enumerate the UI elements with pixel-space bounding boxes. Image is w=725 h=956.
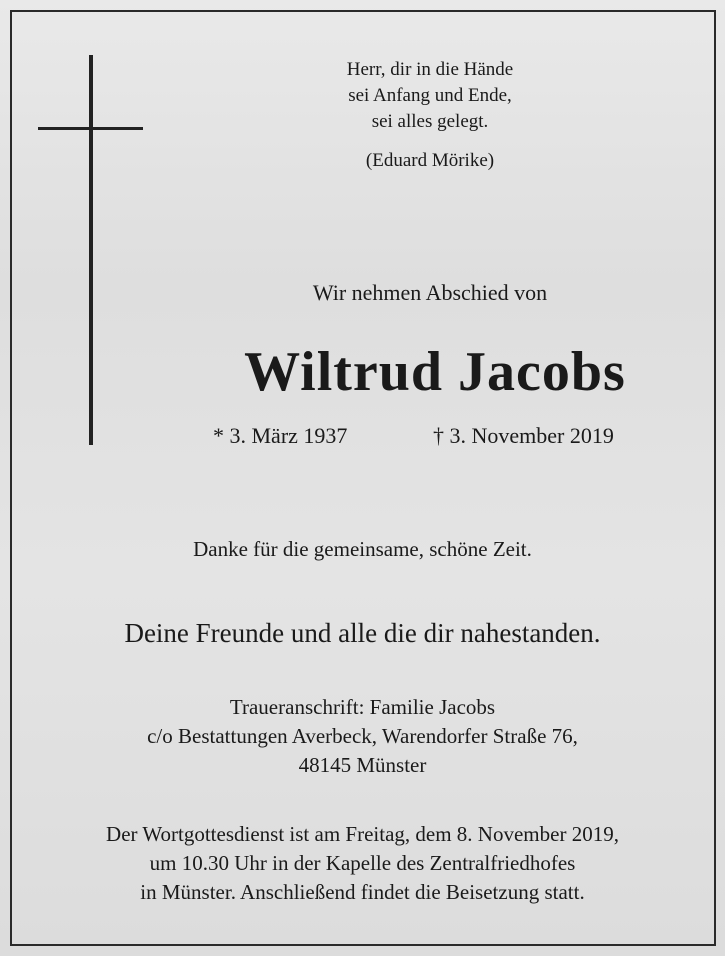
mourners-line: Deine Freunde und alle die dir nahestanden. [124,618,601,648]
mourning-address [0,693,725,780]
service-line: in Münster. Anschließend findet die Beisetzung statt. [140,880,585,904]
service-line: Der Wortgottesdienst ist am Freitag, dem 8. November 2019, [106,822,619,846]
cross-icon [89,55,93,445]
birth-date: * 3. März 1937 [213,423,348,448]
service-line: um 10.30 Uhr in der Kapelle des Zentralfriedhofes [149,851,576,875]
poem [230,57,630,135]
address-line: 48145 Münster [298,753,427,777]
address-line: Traueranschrift: Familie Jacobs [229,695,496,719]
thanks-line: Danke für die gemeinsame, schöne Zeit. [193,537,532,561]
poem-author: (Eduard Mörike) [365,150,495,171]
deceased-name: Wiltrud Jacobs [244,341,626,403]
cross-icon-bar [38,127,143,130]
poem-line: Herr, dir in die Hände [346,59,514,80]
poem-line: sei alles gelegt. [371,111,489,132]
address-line: c/o Bestattungen Averbeck, Warendorfer Straße 76, [147,724,578,748]
farewell-intro: Wir nehmen Abschied von [312,280,548,305]
service-info [0,820,725,907]
death-date: † 3. November 2019 [433,423,614,448]
poem-line: sei Anfang und Ende, [348,85,512,106]
